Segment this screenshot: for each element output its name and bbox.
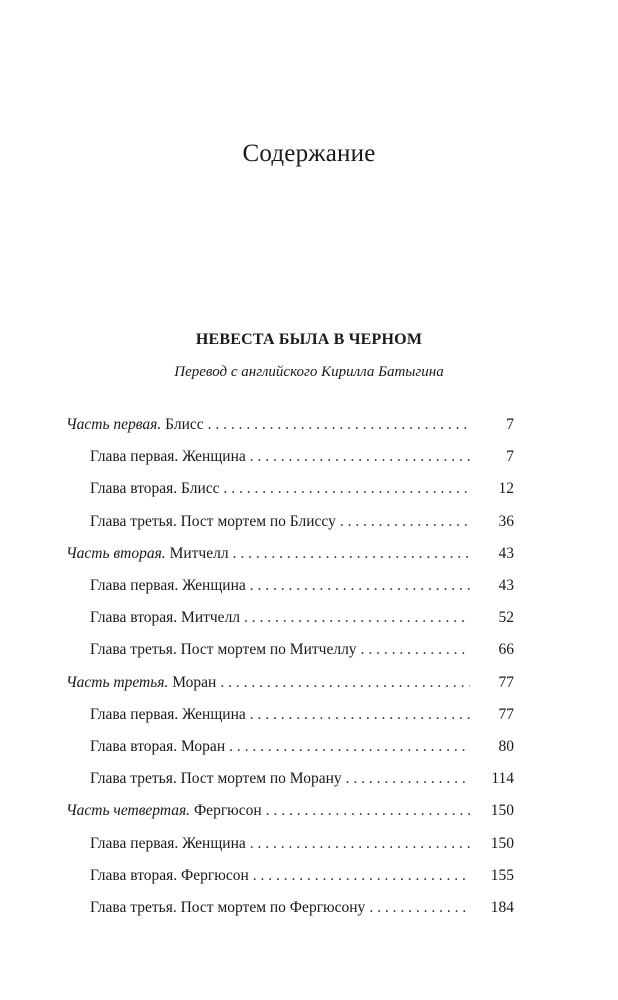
toc-entry-text xyxy=(90,641,357,659)
toc-page-number: 36 xyxy=(498,512,514,530)
toc-entry-text xyxy=(90,899,365,917)
toc-entry-title: Глава третья. Пост мортем по Фергюсону xyxy=(90,898,366,916)
toc-page-number: 43 xyxy=(498,544,514,562)
dot-leader xyxy=(253,867,470,885)
toc-entry-title: Глава вторая. Моран xyxy=(90,737,226,755)
toc-part-entry xyxy=(66,409,514,441)
dot-leader xyxy=(220,674,470,692)
toc-chapter-entry xyxy=(66,699,514,731)
toc-chapter-entry xyxy=(66,570,514,602)
toc-entry-text xyxy=(66,416,204,434)
toc-entry-text xyxy=(90,480,220,498)
toc-page-number: 150 xyxy=(490,802,514,820)
toc-entry-text xyxy=(90,835,246,853)
toc-entry-text xyxy=(90,513,336,531)
toc-part-label: Часть третья. xyxy=(66,673,169,691)
toc-part-label: Часть четвертая. xyxy=(66,802,191,820)
toc-entry-title: Глава первая. Женщина xyxy=(90,705,246,723)
toc-chapter-entry xyxy=(66,763,514,795)
dot-leader xyxy=(346,770,470,788)
toc-entry-text xyxy=(90,770,342,788)
toc-part-entry xyxy=(66,538,514,570)
dot-leader xyxy=(250,706,470,724)
toc-entry-title: Глава первая. Женщина xyxy=(90,448,246,466)
toc-entry-title: Глава третья. Пост мортем по Морану xyxy=(90,770,342,788)
toc-entry-title: Глава вторая. Митчелл xyxy=(90,609,241,627)
toc-entry-text xyxy=(90,706,246,724)
dot-leader xyxy=(266,802,470,820)
toc-page-number: 66 xyxy=(498,641,514,659)
toc-page-number: 43 xyxy=(498,577,514,595)
toc-entry-text xyxy=(66,674,216,692)
dot-leader xyxy=(369,899,470,917)
toc-entry-title: Митчелл xyxy=(169,544,229,562)
toc-entry-text xyxy=(66,545,229,563)
toc-chapter-entry xyxy=(66,473,514,505)
toc-part-label: Часть первая. xyxy=(66,416,162,434)
toc-part-entry xyxy=(66,795,514,827)
dot-leader xyxy=(361,641,470,659)
toc-page-number: 52 xyxy=(498,609,514,627)
dot-leader xyxy=(250,448,470,466)
toc-part-label: Часть вторая. xyxy=(66,544,166,562)
toc-entry-title: Глава третья. Пост мортем по Блиссу xyxy=(90,512,336,530)
toc-entry-text xyxy=(66,802,262,820)
toc-chapter-entry xyxy=(66,634,514,666)
toc-entry-title: Глава первая. Женщина xyxy=(90,834,246,852)
page-title: Содержание xyxy=(242,140,376,167)
toc-entry-title: Фергюсон xyxy=(193,802,262,820)
toc-entry-text xyxy=(90,609,240,627)
toc-entry-title: Глава вторая. Фергюсон xyxy=(90,866,249,884)
toc-chapter-entry xyxy=(66,602,514,634)
dot-leader xyxy=(250,835,470,853)
toc-chapter-entry xyxy=(66,731,514,763)
toc-part-entry xyxy=(66,667,514,699)
toc-entry-title: Глава первая. Женщина xyxy=(90,577,246,595)
toc-page-number: 155 xyxy=(490,866,514,884)
toc-entry-title: Глава вторая. Блисс xyxy=(90,480,220,498)
toc-entry-text xyxy=(90,577,246,595)
table-of-contents xyxy=(66,409,514,924)
dot-leader xyxy=(224,480,470,498)
toc-page-number: 150 xyxy=(490,834,514,852)
toc-page-number: 184 xyxy=(490,898,514,916)
toc-page-number: 80 xyxy=(498,737,514,755)
dot-leader xyxy=(208,416,470,434)
toc-entry-title: Глава третья. Пост мортем по Митчеллу xyxy=(90,641,357,659)
toc-chapter-entry xyxy=(66,506,514,538)
toc-chapter-entry xyxy=(66,441,514,473)
toc-page-number: 77 xyxy=(498,673,514,691)
toc-entry-text xyxy=(90,448,246,466)
dot-leader xyxy=(250,577,470,595)
toc-page-number: 7 xyxy=(506,448,514,466)
dot-leader xyxy=(233,545,470,563)
toc-entry-text xyxy=(90,867,249,885)
translator-credit: Перевод с английского Кирилла Батыгина xyxy=(174,364,444,380)
dot-leader xyxy=(244,609,470,627)
dot-leader xyxy=(229,738,470,756)
book-title: НЕВЕСТА БЫЛА В ЧЕРНОМ xyxy=(195,331,423,348)
toc-chapter-entry xyxy=(66,860,514,892)
toc-entry-title: Моран xyxy=(172,673,217,691)
toc-entry-text xyxy=(90,738,225,756)
dot-leader xyxy=(340,513,470,531)
toc-page-number: 7 xyxy=(506,416,514,434)
toc-chapter-entry xyxy=(66,827,514,859)
toc-page-number: 12 xyxy=(498,480,514,498)
toc-page-number: 114 xyxy=(491,770,514,788)
toc-entry-title: Блисс xyxy=(165,416,204,434)
toc-page-number: 77 xyxy=(498,705,514,723)
toc-chapter-entry xyxy=(66,892,514,924)
